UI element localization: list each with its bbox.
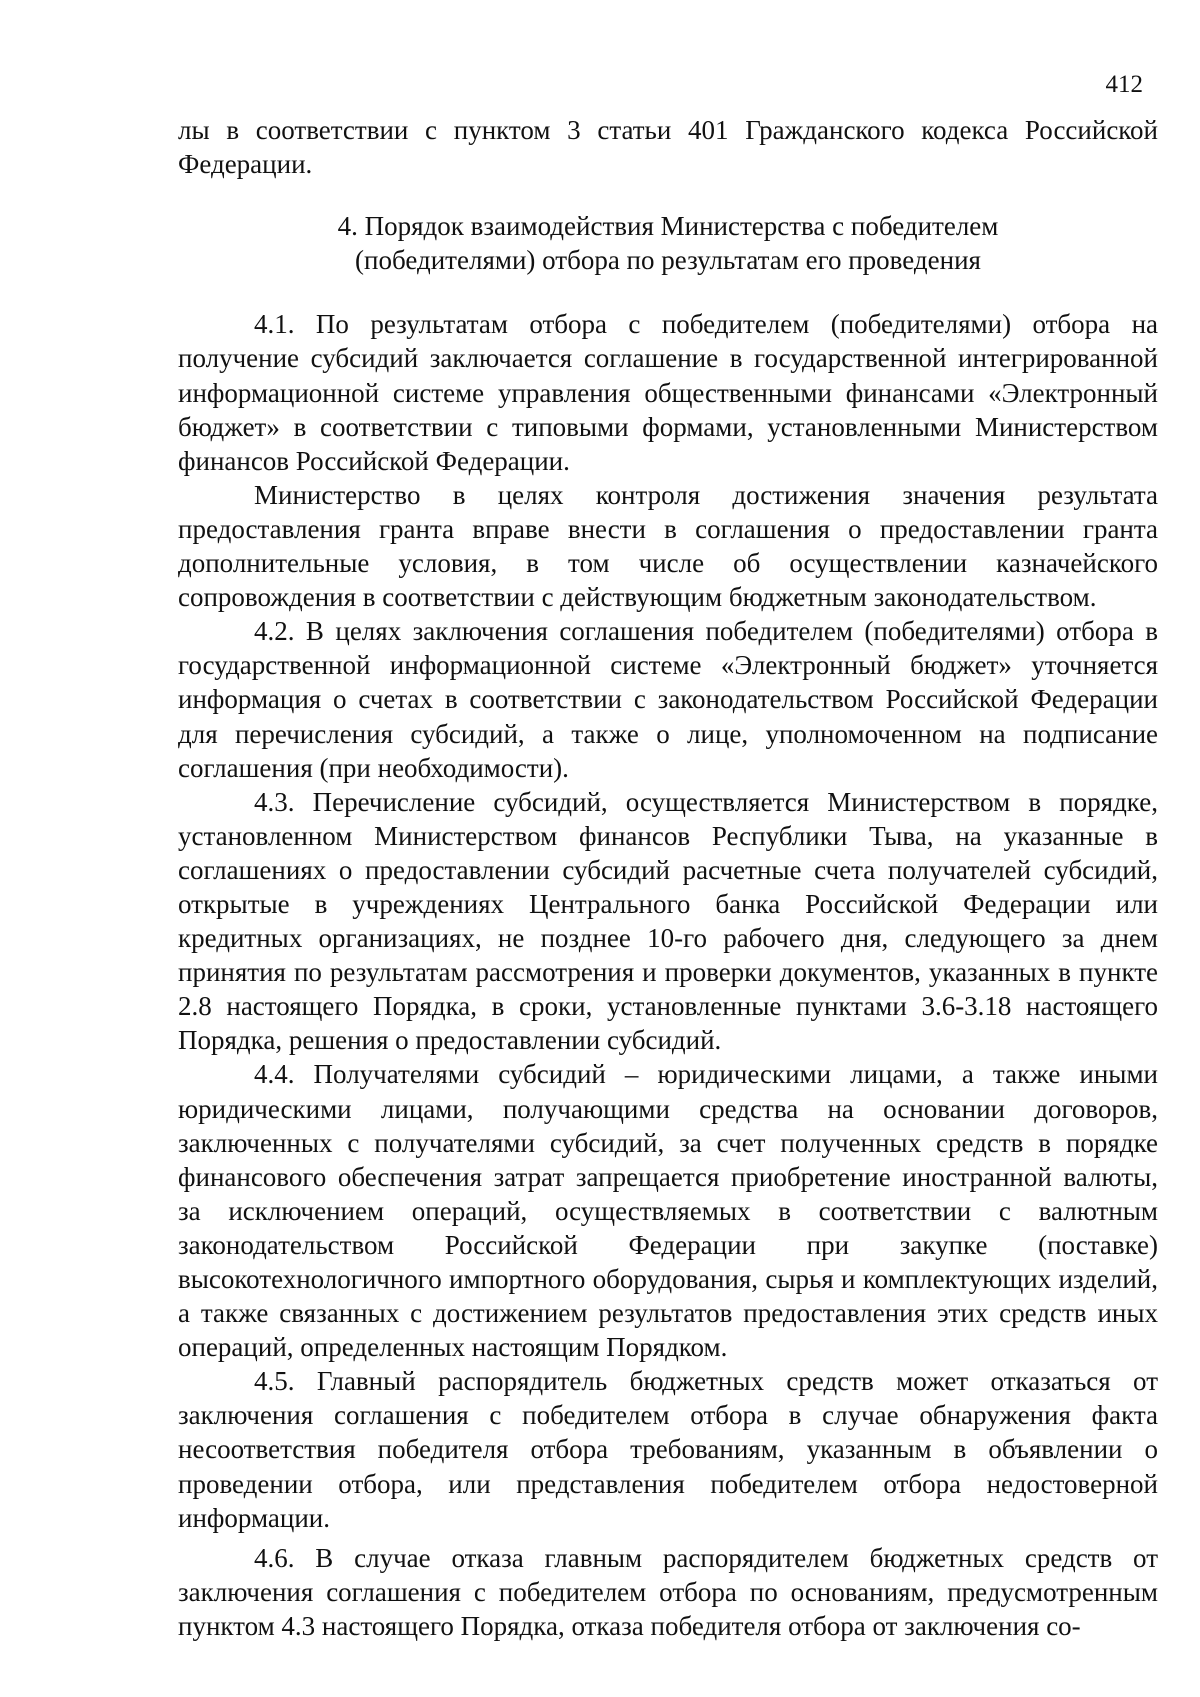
paragraph-4-1: 4.1. По результатам отбора с победителем (победителями) отбора на получение субсидий заключается соглашение в государственной интегрированной информационной системе управления общественными финансами «Электронный бюджет» в соответствии с типовыми формами, установленными Министерством финансов Российской Федерации. <box>178 309 1158 476</box>
section-heading-line-2: (победителями) отбора по результатам его проведения <box>355 245 981 276</box>
paragraph-4-5: 4.5. Главный распорядитель бюджетных средств может отказаться от заключения соглашения с победителем отбора в случае обнаружения факта несоответствия победителя отбора требованиям, указанным в объявлении о проведении отбора, или представления победителем отбора недостоверной информации. <box>178 1366 1158 1533</box>
document-body <box>178 113 1158 1643</box>
section-heading-line-1: 4. Порядок взаимодействия Министерства с победителем <box>337 211 999 242</box>
paragraph-4-6: 4.6. В случае отказа главным распорядителем бюджетных средств от заключения соглашения с победителем отбора по основаниям, предусмотренным пунктом 4.3 настоящего Порядка, отказа победителя отбора от заключения со- <box>178 1542 1158 1641</box>
paragraph-4-4: 4.4. Получателями субсидий – юридическими лицами, а также иными юридическими лицами, получающими средства на основании договоров, заключенных с получателями субсидий, за счет полученных средств в порядке финансового обеспечения затрат запрещается приобретение иностранной валюты, за исключением операций, осуществляемых в соответствии с валютным законодательством Российской Федерации при закупке (поставке) высокотехнологичного импортного оборудования, сырья и комплектующих изделий, а также связанных с достижением результатов предоставления этих средств иных операций, определенных настоящим Порядком. <box>178 1059 1158 1363</box>
continuation-paragraph: лы в соответствии с пунктом 3 статьи 401 Гражданского кодекса Российской Федерации. <box>178 115 1158 180</box>
paragraph-4-1-control: Министерство в целях контроля достижения значения результата предоставления гранта вправе внести в соглашения о предоставлении гранта дополнительные условия, в том числе об осуществлении казначейского сопровождения в соответствии с действующим бюджетным законодательством. <box>178 479 1158 613</box>
paragraph-4-2: 4.2. В целях заключения соглашения победителем (победителями) отбора в государственной информационной системе «Электронный бюджет» уточняется информация о счетах в соответствии с законодательством Российской Федерации для перечисления субсидий, а также о лице, уполномоченном на подписание соглашения (при необходимости). <box>178 616 1158 783</box>
paragraph-4-3: 4.3. Перечисление субсидий, осуществляется Министерством в порядке, установленном Министерством финансов Республики Тыва, на указанные в соглашениях о предоставлении субсидий расчетные счета получателей субсидий, открытые в учреждениях Центрального банка Российской Федерации или кредитных организациях, не позднее 10-го рабочего дня, следующего за днем принятия по результатам рассмотрения и проверки документов, указанных в пункте 2.8 настоящего Порядка, в сроки, установленные пунктами 3.6-3.18 настоящего Порядка, решения о предоставлении субсидий. <box>178 786 1158 1056</box>
page-number: 412 <box>1105 71 1143 98</box>
section-heading <box>178 209 1158 277</box>
